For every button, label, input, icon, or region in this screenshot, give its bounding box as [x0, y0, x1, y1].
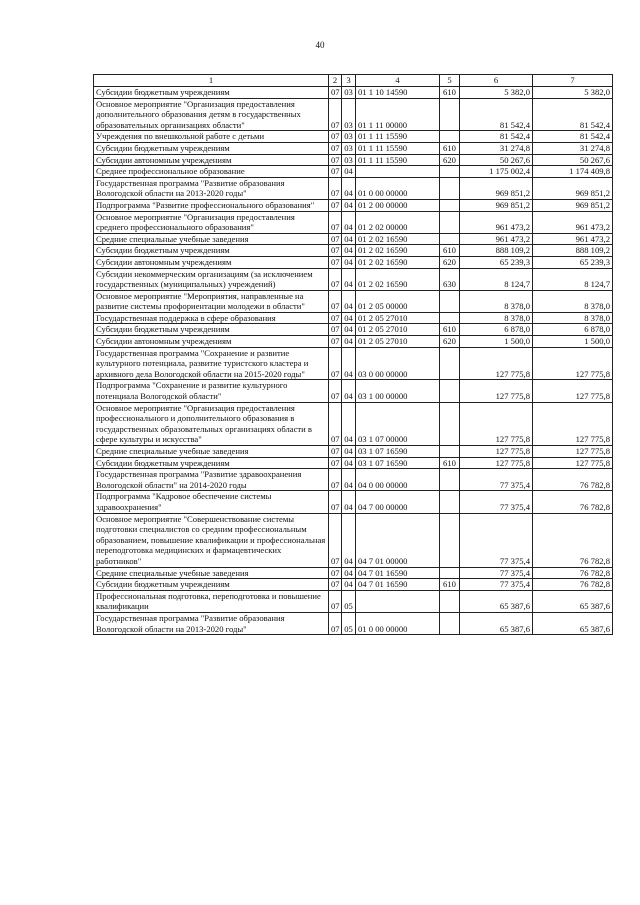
row-amount-1: 77 375,4 [460, 579, 533, 591]
row-expense-type [440, 98, 460, 131]
row-amount-1: 77 375,4 [460, 567, 533, 579]
row-amount-2: 127 775,8 [533, 402, 613, 445]
row-subsection: 04 [342, 380, 356, 402]
row-section: 07 [329, 513, 342, 567]
row-amount-1: 81 542,4 [460, 98, 533, 131]
row-target-code: 04 7 01 00000 [356, 513, 440, 567]
row-expense-type: 610 [440, 245, 460, 257]
row-subsection: 04 [342, 324, 356, 336]
row-target-code: 01 1 10 14590 [356, 87, 440, 99]
row-subsection: 04 [342, 579, 356, 591]
row-section: 07 [329, 446, 342, 458]
row-name: Подпрограмма "Сохранение и развитие культурного потенциала Вологодской области" [94, 380, 329, 402]
row-amount-1: 77 375,4 [460, 491, 533, 513]
table-row [94, 347, 613, 380]
row-subsection: 03 [342, 142, 356, 154]
row-amount-2: 76 782,8 [533, 491, 613, 513]
row-amount-1: 127 775,8 [460, 446, 533, 458]
table-row [94, 131, 613, 143]
row-amount-1: 888 109,2 [460, 245, 533, 257]
table-row [94, 567, 613, 579]
row-name: Средние специальные учебные заведения [94, 567, 329, 579]
row-section: 07 [329, 290, 342, 312]
row-amount-2: 6 878,0 [533, 324, 613, 336]
row-expense-type: 610 [440, 142, 460, 154]
row-name: Средние специальные учебные заведения [94, 233, 329, 245]
row-name: Подпрограмма "Кадровое обеспечение системы здравоохранения" [94, 491, 329, 513]
row-expense-type [440, 166, 460, 178]
row-expense-type [440, 402, 460, 445]
table-row [94, 245, 613, 257]
row-expense-type: 620 [440, 256, 460, 268]
row-subsection: 04 [342, 312, 356, 324]
table-row [94, 513, 613, 567]
row-section: 07 [329, 166, 342, 178]
row-expense-type [440, 177, 460, 199]
row-name: Субсидии бюджетным учреждениям [94, 579, 329, 591]
row-section: 07 [329, 579, 342, 591]
row-amount-1: 969 851,2 [460, 177, 533, 199]
row-name: Основное мероприятие "Организация предоставления среднего профессионального образования" [94, 211, 329, 233]
row-expense-type [440, 347, 460, 380]
row-subsection: 04 [342, 336, 356, 348]
table-row [94, 87, 613, 99]
row-amount-2: 888 109,2 [533, 245, 613, 257]
table-row [94, 336, 613, 348]
row-section: 07 [329, 336, 342, 348]
row-name: Субсидии автономным учреждениям [94, 336, 329, 348]
row-subsection: 05 [342, 590, 356, 612]
budget-table [93, 74, 613, 635]
row-target-code: 01 0 00 00000 [356, 177, 440, 199]
row-expense-type [440, 469, 460, 491]
row-name: Субсидии бюджетным учреждениям [94, 142, 329, 154]
row-name: Субсидии бюджетным учреждениям [94, 457, 329, 469]
row-name: Субсидии некоммерческим организациям (за исключением государственных (муниципальных) учреждений) [94, 268, 329, 290]
row-amount-2: 961 473,2 [533, 211, 613, 233]
row-section: 07 [329, 211, 342, 233]
row-expense-type [440, 312, 460, 324]
row-name: Субсидии бюджетным учреждениям [94, 87, 329, 99]
row-name: Подпрограмма "Развитие профессионального образования" [94, 199, 329, 211]
row-target-code: 03 1 07 00000 [356, 402, 440, 445]
row-name: Государственная программа "Развитие здравоохранения Вологодской области" на 2014-2020 годы [94, 469, 329, 491]
row-amount-1: 77 375,4 [460, 513, 533, 567]
table-row [94, 590, 613, 612]
table-row [94, 312, 613, 324]
row-expense-type [440, 590, 460, 612]
row-expense-type [440, 131, 460, 143]
row-name: Учреждения по внешкольной работе с детьми [94, 131, 329, 143]
row-amount-2: 76 782,8 [533, 513, 613, 567]
row-section: 07 [329, 98, 342, 131]
row-subsection: 04 [342, 347, 356, 380]
table-row [94, 98, 613, 131]
row-expense-type: 610 [440, 457, 460, 469]
table-row [94, 446, 613, 458]
row-section: 07 [329, 268, 342, 290]
row-expense-type [440, 567, 460, 579]
page-number: 40 [315, 40, 325, 50]
row-target-code: 01 2 05 00000 [356, 290, 440, 312]
row-expense-type: 610 [440, 324, 460, 336]
row-amount-1: 65 387,6 [460, 590, 533, 612]
row-name: Государственная поддержка в сфере образования [94, 312, 329, 324]
row-target-code: 03 1 00 00000 [356, 380, 440, 402]
row-name: Средние специальные учебные заведения [94, 446, 329, 458]
row-name: Основное мероприятие "Совершенствование системы подготовки специалистов со средним профессиональным образованием, повышение квалификации и профессиональная переподготовка медицинских и фармацевтических работников" [94, 513, 329, 567]
column-header-6: 6 [460, 75, 533, 87]
column-header-1: 1 [94, 75, 329, 87]
row-name: Основное мероприятие "Организация предоставления дополнительного образования детям в государственных образовательных организациях области" [94, 98, 329, 131]
table-row [94, 154, 613, 166]
row-name: Государственная программа "Сохранение и развитие культурного потенциала, развитие туристского кластера и архивного дела Вологодской области на 2015-2020 годы" [94, 347, 329, 380]
row-target-code: 01 2 05 27010 [356, 336, 440, 348]
row-target-code: 01 2 02 16590 [356, 256, 440, 268]
row-target-code: 01 2 05 27010 [356, 312, 440, 324]
row-amount-2: 969 851,2 [533, 177, 613, 199]
row-target-code [356, 166, 440, 178]
row-expense-type [440, 446, 460, 458]
row-amount-1: 50 267,6 [460, 154, 533, 166]
row-section: 07 [329, 347, 342, 380]
row-section: 07 [329, 87, 342, 99]
row-expense-type [440, 513, 460, 567]
row-amount-2: 127 775,8 [533, 380, 613, 402]
row-section: 07 [329, 312, 342, 324]
row-section: 07 [329, 142, 342, 154]
row-amount-1: 77 375,4 [460, 469, 533, 491]
row-amount-1: 81 542,4 [460, 131, 533, 143]
row-target-code: 04 0 00 00000 [356, 469, 440, 491]
row-target-code: 03 1 07 16590 [356, 446, 440, 458]
row-expense-type: 610 [440, 87, 460, 99]
row-amount-1: 127 775,8 [460, 457, 533, 469]
row-subsection: 04 [342, 402, 356, 445]
column-header-3: 3 [342, 75, 356, 87]
row-amount-1: 8 378,0 [460, 312, 533, 324]
row-subsection: 04 [342, 245, 356, 257]
row-target-code: 01 2 02 16590 [356, 268, 440, 290]
row-target-code: 01 1 11 00000 [356, 98, 440, 131]
row-amount-1: 31 274,8 [460, 142, 533, 154]
table-row [94, 324, 613, 336]
row-name: Субсидии автономным учреждениям [94, 154, 329, 166]
row-amount-2: 961 473,2 [533, 233, 613, 245]
row-subsection: 04 [342, 513, 356, 567]
table-row [94, 142, 613, 154]
row-subsection: 04 [342, 469, 356, 491]
row-name: Среднее профессиональное образование [94, 166, 329, 178]
row-amount-2: 127 775,8 [533, 446, 613, 458]
table-row [94, 457, 613, 469]
row-name: Субсидии автономным учреждениям [94, 256, 329, 268]
row-subsection: 04 [342, 177, 356, 199]
row-name: Основное мероприятие "Организация предоставления профессионального и дополнительного образования в государственных образовательных организациях области в сфере культуры и искусства" [94, 402, 329, 445]
row-section: 07 [329, 256, 342, 268]
table-row [94, 290, 613, 312]
row-section: 07 [329, 131, 342, 143]
row-amount-1: 8 124,7 [460, 268, 533, 290]
row-amount-2: 8 378,0 [533, 290, 613, 312]
row-expense-type [440, 199, 460, 211]
table-row [94, 612, 613, 634]
row-amount-2: 81 542,4 [533, 131, 613, 143]
column-header-2: 2 [329, 75, 342, 87]
table-row [94, 166, 613, 178]
row-subsection: 04 [342, 233, 356, 245]
row-name: Субсидии бюджетным учреждениям [94, 324, 329, 336]
row-subsection: 03 [342, 131, 356, 143]
row-target-code: 01 0 00 00000 [356, 612, 440, 634]
row-section: 07 [329, 457, 342, 469]
row-section: 07 [329, 380, 342, 402]
row-amount-2: 65 387,6 [533, 590, 613, 612]
column-header-5: 5 [440, 75, 460, 87]
row-subsection: 04 [342, 491, 356, 513]
row-subsection: 04 [342, 166, 356, 178]
row-amount-2: 31 274,8 [533, 142, 613, 154]
row-amount-2: 127 775,8 [533, 347, 613, 380]
row-section: 07 [329, 199, 342, 211]
table-header-row [94, 75, 613, 87]
row-expense-type [440, 491, 460, 513]
table-row [94, 268, 613, 290]
row-expense-type: 630 [440, 268, 460, 290]
row-expense-type [440, 211, 460, 233]
row-amount-1: 1 500,0 [460, 336, 533, 348]
row-subsection: 04 [342, 199, 356, 211]
row-expense-type: 620 [440, 336, 460, 348]
table-body [94, 75, 613, 635]
table-row [94, 256, 613, 268]
column-header-4: 4 [356, 75, 440, 87]
row-amount-1: 6 878,0 [460, 324, 533, 336]
row-target-code: 03 0 00 00000 [356, 347, 440, 380]
table-row [94, 199, 613, 211]
row-subsection: 04 [342, 268, 356, 290]
row-subsection: 04 [342, 256, 356, 268]
row-section: 07 [329, 245, 342, 257]
row-amount-1: 127 775,8 [460, 347, 533, 380]
row-target-code: 04 7 00 00000 [356, 491, 440, 513]
row-amount-1: 969 851,2 [460, 199, 533, 211]
row-section: 07 [329, 567, 342, 579]
row-amount-2: 81 542,4 [533, 98, 613, 131]
row-name: Государственная программа "Развитие образования Вологодской области на 2013-2020 годы" [94, 612, 329, 634]
row-amount-2: 127 775,8 [533, 457, 613, 469]
table-row [94, 469, 613, 491]
row-target-code: 03 1 07 16590 [356, 457, 440, 469]
row-expense-type [440, 612, 460, 634]
row-target-code: 04 7 01 16590 [356, 567, 440, 579]
row-amount-1: 127 775,8 [460, 380, 533, 402]
row-amount-2: 8 124,7 [533, 268, 613, 290]
row-amount-1: 127 775,8 [460, 402, 533, 445]
row-target-code: 01 1 11 15590 [356, 131, 440, 143]
row-subsection: 03 [342, 98, 356, 131]
row-subsection: 05 [342, 612, 356, 634]
table-row [94, 233, 613, 245]
row-subsection: 04 [342, 457, 356, 469]
row-section: 07 [329, 612, 342, 634]
row-name: Субсидии бюджетным учреждениям [94, 245, 329, 257]
table-row [94, 579, 613, 591]
row-amount-2: 969 851,2 [533, 199, 613, 211]
row-subsection: 04 [342, 290, 356, 312]
row-subsection: 04 [342, 567, 356, 579]
row-name: Основное мероприятие "Мероприятия, направленные на развитие системы профориентации молодежи в области" [94, 290, 329, 312]
row-section: 07 [329, 590, 342, 612]
row-amount-2: 76 782,8 [533, 469, 613, 491]
row-amount-1: 65 239,3 [460, 256, 533, 268]
row-section: 07 [329, 233, 342, 245]
row-target-code: 01 1 11 15590 [356, 154, 440, 166]
row-section: 07 [329, 324, 342, 336]
row-target-code [356, 590, 440, 612]
table-row [94, 211, 613, 233]
row-amount-2: 76 782,8 [533, 579, 613, 591]
row-expense-type: 620 [440, 154, 460, 166]
row-expense-type: 610 [440, 579, 460, 591]
row-expense-type [440, 380, 460, 402]
row-target-code: 01 1 11 15590 [356, 142, 440, 154]
row-section: 07 [329, 491, 342, 513]
row-expense-type [440, 290, 460, 312]
row-amount-1: 65 387,6 [460, 612, 533, 634]
row-section: 07 [329, 469, 342, 491]
row-amount-1: 1 175 002,4 [460, 166, 533, 178]
table-row [94, 491, 613, 513]
row-amount-1: 961 473,2 [460, 211, 533, 233]
row-target-code: 01 2 02 16590 [356, 233, 440, 245]
table-row [94, 380, 613, 402]
row-name: Профессиональная подготовка, переподготовка и повышение квалификации [94, 590, 329, 612]
row-target-code: 04 7 01 16590 [356, 579, 440, 591]
row-amount-2: 76 782,8 [533, 567, 613, 579]
column-header-7: 7 [533, 75, 613, 87]
row-subsection: 04 [342, 211, 356, 233]
row-section: 07 [329, 402, 342, 445]
row-amount-1: 8 378,0 [460, 290, 533, 312]
row-amount-2: 50 267,6 [533, 154, 613, 166]
row-amount-2: 65 387,6 [533, 612, 613, 634]
row-amount-2: 1 174 409,8 [533, 166, 613, 178]
table-row [94, 402, 613, 445]
row-amount-1: 961 473,2 [460, 233, 533, 245]
row-amount-1: 5 382,0 [460, 87, 533, 99]
row-section: 07 [329, 154, 342, 166]
row-subsection: 03 [342, 87, 356, 99]
table-row [94, 177, 613, 199]
row-expense-type [440, 233, 460, 245]
row-target-code: 01 2 00 00000 [356, 199, 440, 211]
row-target-code: 01 2 05 27010 [356, 324, 440, 336]
row-target-code: 01 2 02 16590 [356, 245, 440, 257]
row-target-code: 01 2 02 00000 [356, 211, 440, 233]
row-section: 07 [329, 177, 342, 199]
row-subsection: 03 [342, 154, 356, 166]
row-amount-2: 5 382,0 [533, 87, 613, 99]
row-amount-2: 1 500,0 [533, 336, 613, 348]
row-amount-2: 8 378,0 [533, 312, 613, 324]
row-name: Государственная программа "Развитие образования Вологодской области на 2013-2020 годы" [94, 177, 329, 199]
row-subsection: 04 [342, 446, 356, 458]
row-amount-2: 65 239,3 [533, 256, 613, 268]
